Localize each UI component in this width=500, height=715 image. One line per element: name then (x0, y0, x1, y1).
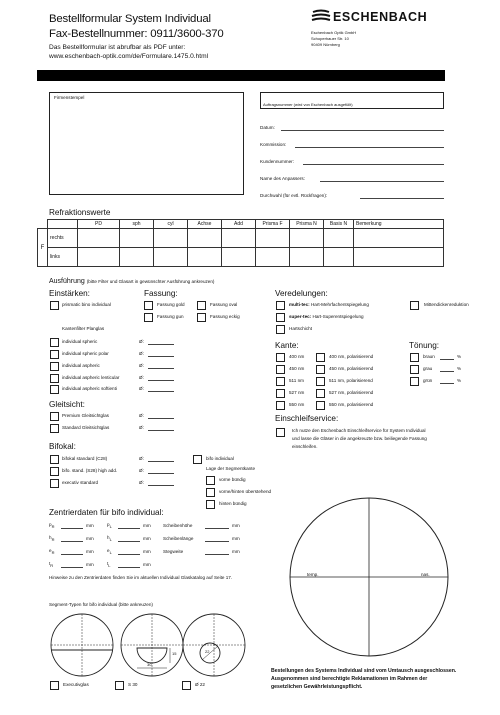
gleitsicht-title: Gleitsicht: (49, 400, 85, 409)
cell[interactable] (324, 229, 354, 248)
diam-field[interactable] (148, 380, 174, 381)
grau-field[interactable] (440, 371, 454, 372)
col-cyl: cyl (154, 220, 188, 229)
cell[interactable] (222, 248, 256, 267)
col-basis-n: Basis N (324, 220, 354, 229)
cell[interactable] (78, 229, 120, 248)
customer-number-field[interactable] (303, 164, 444, 165)
footer-line-2: Ausgenommen sind berechtigte Reklamationen im Rahmen der (271, 676, 428, 682)
braun-field[interactable] (440, 359, 454, 360)
h-r-label: $h_R$ (49, 535, 55, 542)
label-hartschicht: Hartschicht (289, 326, 312, 331)
segment-title: Segment-Typen für bifo individual (bitte ankreuzen) (49, 602, 153, 607)
label-kante-511: 511 nm (289, 378, 304, 383)
fitter-name-field[interactable] (320, 181, 444, 182)
toenung-title: Tönung: (409, 341, 440, 350)
checkbox-kante-511-pol[interactable] (316, 377, 325, 386)
fax-number: Fax-Bestellnummer: 0911/3600-370 (49, 28, 224, 40)
stamp-box[interactable] (49, 92, 244, 195)
ausfuehrung-title (49, 278, 214, 285)
e-l-label: $e_L$ (107, 548, 112, 555)
unit-mm: mm (232, 549, 240, 554)
diam-label: Ø: (139, 456, 144, 461)
checkbox-bifo-individual[interactable] (193, 455, 202, 464)
diam-field[interactable] (148, 473, 174, 474)
p-l-field[interactable] (118, 528, 140, 529)
einschleif-title: Einschleifservice: (275, 414, 339, 423)
cell[interactable] (154, 229, 188, 248)
einschleif-text-1: Ich nutze den Eschenbach Einschleifservice für System Individual (292, 428, 426, 433)
diam-field[interactable] (148, 430, 174, 431)
checkbox-ind-aspheric-lent[interactable] (50, 374, 59, 383)
multi-tec-name: multi-tec: (289, 302, 310, 307)
commission-label: Kommission: (260, 142, 287, 147)
commission-field[interactable] (295, 147, 444, 148)
p-r-label: $p_R$ (49, 522, 55, 529)
percent-label: % (457, 354, 462, 359)
address-line-3: 90409 Nürnberg (311, 42, 340, 47)
scheibenhoehe-label: Scheibenhöhe (163, 523, 193, 528)
cell[interactable] (324, 248, 354, 267)
col-add: Add (222, 220, 256, 229)
percent-label: % (457, 366, 462, 371)
h-r-field[interactable] (61, 541, 83, 542)
checkbox-hartschicht[interactable] (276, 325, 285, 334)
ausfuehrung-label: Ausführung (49, 278, 85, 285)
unit-mm: mm (86, 549, 94, 554)
d22-dim-22: 22 (205, 649, 210, 654)
nas-label: nas. (421, 572, 430, 577)
checkbox-fassung-gold[interactable] (144, 301, 153, 310)
checkbox-kante-511[interactable] (276, 377, 285, 386)
unit-mm: mm (143, 562, 151, 567)
cell[interactable] (120, 248, 154, 267)
percent-label: % (457, 378, 462, 383)
checkbox-prismatic-bino[interactable] (50, 301, 59, 310)
stamp-label: Firmenstempel (54, 95, 85, 100)
label-vorne-buendig: vorne bündig (219, 477, 246, 482)
pdf-line: Das Bestellformular ist abrufbar als PDF unter: (49, 44, 186, 51)
e-l-field[interactable] (118, 554, 140, 555)
col-prisma-f: Prisma F (256, 220, 290, 229)
label-ind-aspheric-soft: individual aspheric softienti (62, 386, 117, 391)
row-label-left: links (48, 248, 78, 267)
label-ind-spheric: individual spheric (62, 339, 98, 344)
diam-field[interactable] (148, 356, 174, 357)
col-bemerkung: Bemerkung (354, 220, 444, 229)
p-r-field[interactable] (61, 528, 83, 529)
s30-dim-15: 15 (172, 651, 177, 656)
address-line-2: Schoperhauer Str. 10 (311, 36, 349, 41)
checkbox-ind-aspheric[interactable] (50, 362, 59, 371)
cell[interactable] (256, 248, 290, 267)
diam-label: Ø: (139, 339, 144, 344)
t-r-label: $t_R$ (49, 561, 54, 568)
footer-line-1: Bestellungen des Systems Individual sind vom Umtausch ausgeschlossen. (271, 668, 457, 674)
t-r-field[interactable] (61, 567, 83, 568)
kantenfilter-title: Kantenfilter Planglas (62, 326, 105, 331)
e-r-label: $e_R$ (49, 548, 55, 555)
p-l-label: $p_L$ (107, 522, 112, 529)
unit-mm: mm (143, 523, 151, 528)
diam-label: Ø: (139, 351, 144, 356)
label-kante-550-pol: 550 nm, polarisierend (329, 402, 374, 407)
label-vorne-hinten: vorne/hinten überstehend (219, 489, 272, 494)
unit-mm: mm (86, 562, 94, 567)
checkbox-kante-527-pol[interactable] (316, 389, 325, 398)
cell[interactable] (154, 248, 188, 267)
date-field[interactable] (281, 130, 444, 131)
scheibenlaenge-field[interactable] (205, 541, 229, 542)
einschleif-text-3: einschleifen. (292, 444, 318, 449)
t-l-field[interactable] (118, 567, 140, 568)
label-kante-450: 450 nm (289, 366, 305, 371)
address-line-1: Eschenbach Optik GmbH (311, 30, 357, 35)
eschenbach-logo (311, 9, 451, 25)
diam-label: Ø: (139, 375, 144, 380)
diam-label: Ø: (139, 480, 144, 485)
zentrier-grid (49, 523, 269, 573)
checkbox-einschleif[interactable] (276, 428, 285, 437)
diam-field[interactable] (148, 461, 174, 462)
cell[interactable] (290, 248, 324, 267)
label-super-tec (289, 315, 364, 320)
label-fassung-oval: Fassung oval (210, 302, 238, 307)
s30-dim-30: 30 (147, 662, 152, 667)
checkbox-fassung-gun[interactable] (144, 313, 153, 322)
unit-mm: mm (232, 523, 240, 528)
einschleif-text-2: und lasse die Gläser in die angekreuzte bzw. beiliegende Fassung (292, 436, 427, 441)
cell[interactable] (354, 248, 444, 267)
checkbox-kante-527[interactable] (276, 389, 285, 398)
checkbox-s30[interactable] (115, 681, 124, 690)
checkbox-kante-400[interactable] (276, 353, 285, 362)
lage-title: Lage der Segmentkante (206, 466, 256, 471)
ausfuehrung-note: (bitte Filter und Glasart in gewünschter Ausführung ankreuzen) (86, 279, 215, 284)
checkbox-braun[interactable] (410, 353, 419, 362)
label-executivglas: Executivglas (63, 682, 89, 687)
label-ind-aspheric-lent: individual aspheric lenticular (62, 375, 120, 380)
label-d22: Ø 22 (195, 682, 205, 687)
label-fassung-eckig: Fassung eckig (210, 314, 240, 319)
cell[interactable] (188, 248, 222, 267)
pdf-url[interactable]: www.eschenbach-optik.com/de/Formulare.1475.0.html (49, 53, 209, 60)
label-grau: grau (423, 366, 433, 371)
veredelungen-title: Veredelungen: (275, 289, 328, 298)
zentrier-hint: Hinweise zu den Zentrierdaten finden Sie im aktuellen Individual Glaskatalog auf Seite 17. (49, 575, 233, 580)
label-gruen: grün (423, 378, 433, 383)
form-title: Bestellformular System Individual (49, 13, 211, 25)
diam-label: Ø: (139, 425, 144, 430)
col-achse: Achse (188, 220, 222, 229)
unit-mm: mm (232, 536, 240, 541)
checkbox-fassung-eckig[interactable] (197, 313, 206, 322)
label-premium-gleitsicht: Premium Gleitsichtglas (62, 413, 109, 418)
bifokal-title: Bifokal: (49, 442, 76, 451)
header-bar (37, 70, 445, 81)
customer-number-label: Kundennummer: (260, 159, 294, 164)
col-sph: sph (120, 220, 154, 229)
diam-label: Ø: (139, 468, 144, 473)
checkbox-fassung-oval[interactable] (197, 301, 206, 310)
label-kante-550: 550 nm (289, 402, 305, 407)
label-bifo-high-add: bifo. stand. (S28) high add. (62, 468, 118, 473)
diam-field[interactable] (148, 368, 174, 369)
gruen-field[interactable] (440, 383, 454, 384)
brand-name: ESCHENBACH (333, 10, 428, 24)
segment-executiv-diagram (45, 612, 119, 678)
cell[interactable] (120, 229, 154, 248)
checkbox-grau[interactable] (410, 365, 419, 374)
checkbox-ind-spheric[interactable] (50, 338, 59, 347)
label-kante-511-pol: 511 nm, polarisierend (329, 378, 373, 383)
refraction-title: Refraktionswerte (49, 208, 111, 217)
checkbox-executivglas[interactable] (50, 681, 59, 690)
super-tec-desc: Hart-Superentspiegelung (312, 314, 364, 319)
checkbox-hinten-buendig[interactable] (206, 500, 215, 509)
checkbox-kante-400-pol[interactable] (316, 353, 325, 362)
multi-tec-desc: Hart-Mehrfachentspiegelung (310, 302, 369, 307)
refraction-table (37, 219, 444, 267)
checkbox-kante-550-pol[interactable] (316, 401, 325, 410)
diam-label: Ø: (139, 363, 144, 368)
label-fassung-gold: Fassung gold (157, 302, 185, 307)
unit-mm: mm (86, 523, 94, 528)
stegweite-label: Stegweite (163, 549, 184, 554)
label-fassung-gun: Fassung gun (157, 314, 184, 319)
fassung-title: Fassung: (144, 289, 178, 298)
footer-line-3: gesetzlichen Gewährleistungspflicht. (271, 684, 363, 690)
diam-field[interactable] (148, 344, 174, 345)
e-r-field[interactable] (61, 554, 83, 555)
segment-d22-diagram (177, 612, 251, 678)
checkbox-standard-gleitsicht[interactable] (50, 424, 59, 433)
scheibenhoehe-field[interactable] (205, 528, 229, 529)
label-executiv-standard: executiv standard (62, 480, 99, 485)
checkbox-d22[interactable] (182, 681, 191, 690)
label-standard-gleitsicht: Standard Gleitsichtglas (62, 425, 110, 430)
t-l-label: $t_L$ (107, 561, 111, 568)
checkbox-executiv-standard[interactable] (50, 479, 59, 488)
label-bifo-individual: bifo individual (206, 456, 234, 461)
checkbox-vorne-buendig[interactable] (206, 476, 215, 485)
checkbox-multi-tec[interactable] (276, 301, 285, 310)
zentrier-title: Zentrierdaten für bifo individual: (49, 508, 164, 517)
label-kante-400-pol: 400 nm, polarisierend (329, 354, 374, 359)
label-prismatic-bino: prismatic bino individual (62, 302, 111, 307)
cell[interactable] (222, 229, 256, 248)
kante-title: Kante: (275, 341, 299, 350)
label-braun: braun (423, 354, 435, 359)
label-kante-450-pol: 450 nm, polarisierend (329, 366, 374, 371)
super-tec-name: super-tec: (289, 314, 312, 319)
diam-field[interactable] (148, 485, 174, 486)
unit-mm: mm (86, 536, 94, 541)
checkbox-premium-gleitsicht[interactable] (50, 412, 59, 421)
cell[interactable] (354, 229, 444, 248)
label-ind-aspheric: individual aspheric (62, 363, 100, 368)
checkbox-mittendicke[interactable] (410, 301, 419, 310)
h-l-field[interactable] (118, 541, 140, 542)
checkbox-vorne-hinten[interactable] (206, 488, 215, 497)
checkbox-ind-spheric-polar[interactable] (50, 350, 59, 359)
checkbox-kante-450[interactable] (276, 365, 285, 374)
checkbox-super-tec[interactable] (276, 313, 285, 322)
diam-field[interactable] (148, 391, 174, 392)
row-label-right: rechts (48, 229, 78, 248)
label-bifokal-standard: bifokal standard (C28) (62, 456, 108, 461)
cell[interactable] (290, 229, 324, 248)
checkbox-kante-450-pol[interactable] (316, 365, 325, 374)
row-side-label: F (38, 229, 48, 267)
diam-field[interactable] (148, 418, 174, 419)
direct-dial-label: Durchwahl (für evtl. Rückfragen): (260, 193, 328, 198)
order-number-label: Auftragsnummer (wird von Eschenbach ausgefüllt) (263, 102, 353, 107)
label-kante-527: 527 nm (289, 390, 305, 395)
scheibenlaenge-label: Scheibenlänge (163, 536, 194, 541)
einstaerken-title: Einstärken: (49, 289, 90, 298)
temp-label: temp. (307, 572, 319, 577)
cell[interactable] (78, 248, 120, 267)
direct-dial-field[interactable] (360, 198, 444, 199)
label-kante-527-pol: 527 nm, polarisierend (329, 390, 374, 395)
label-mittendicke: Mittendickenreduktion (424, 302, 469, 307)
checkbox-bifo-high-add[interactable] (50, 467, 59, 476)
cell[interactable] (188, 229, 222, 248)
date-label: Datum: (260, 125, 275, 130)
checkbox-gruen[interactable] (410, 377, 419, 386)
diam-label: Ø: (139, 386, 144, 391)
h-l-label: $h_L$ (107, 535, 112, 542)
stegweite-field[interactable] (205, 554, 229, 555)
checkbox-bifokal-standard[interactable] (50, 455, 59, 464)
label-multi-tec (289, 303, 369, 308)
cell[interactable] (256, 229, 290, 248)
label-s30: S 30 (128, 682, 138, 687)
col-prisma-n: Prisma N (290, 220, 324, 229)
unit-mm: mm (143, 536, 151, 541)
checkbox-ind-aspheric-soft[interactable] (50, 385, 59, 394)
checkbox-kante-550[interactable] (276, 401, 285, 410)
diam-label: Ø: (139, 413, 144, 418)
fitter-name-label: Name des Anpassers: (260, 176, 305, 181)
label-kante-400: 400 nm (289, 354, 305, 359)
label-hinten-buendig: hinten bündig (219, 501, 247, 506)
label-ind-spheric-polar: individual spheric polar (62, 351, 109, 356)
col-pd: PD (78, 220, 120, 229)
unit-mm: mm (143, 549, 151, 554)
